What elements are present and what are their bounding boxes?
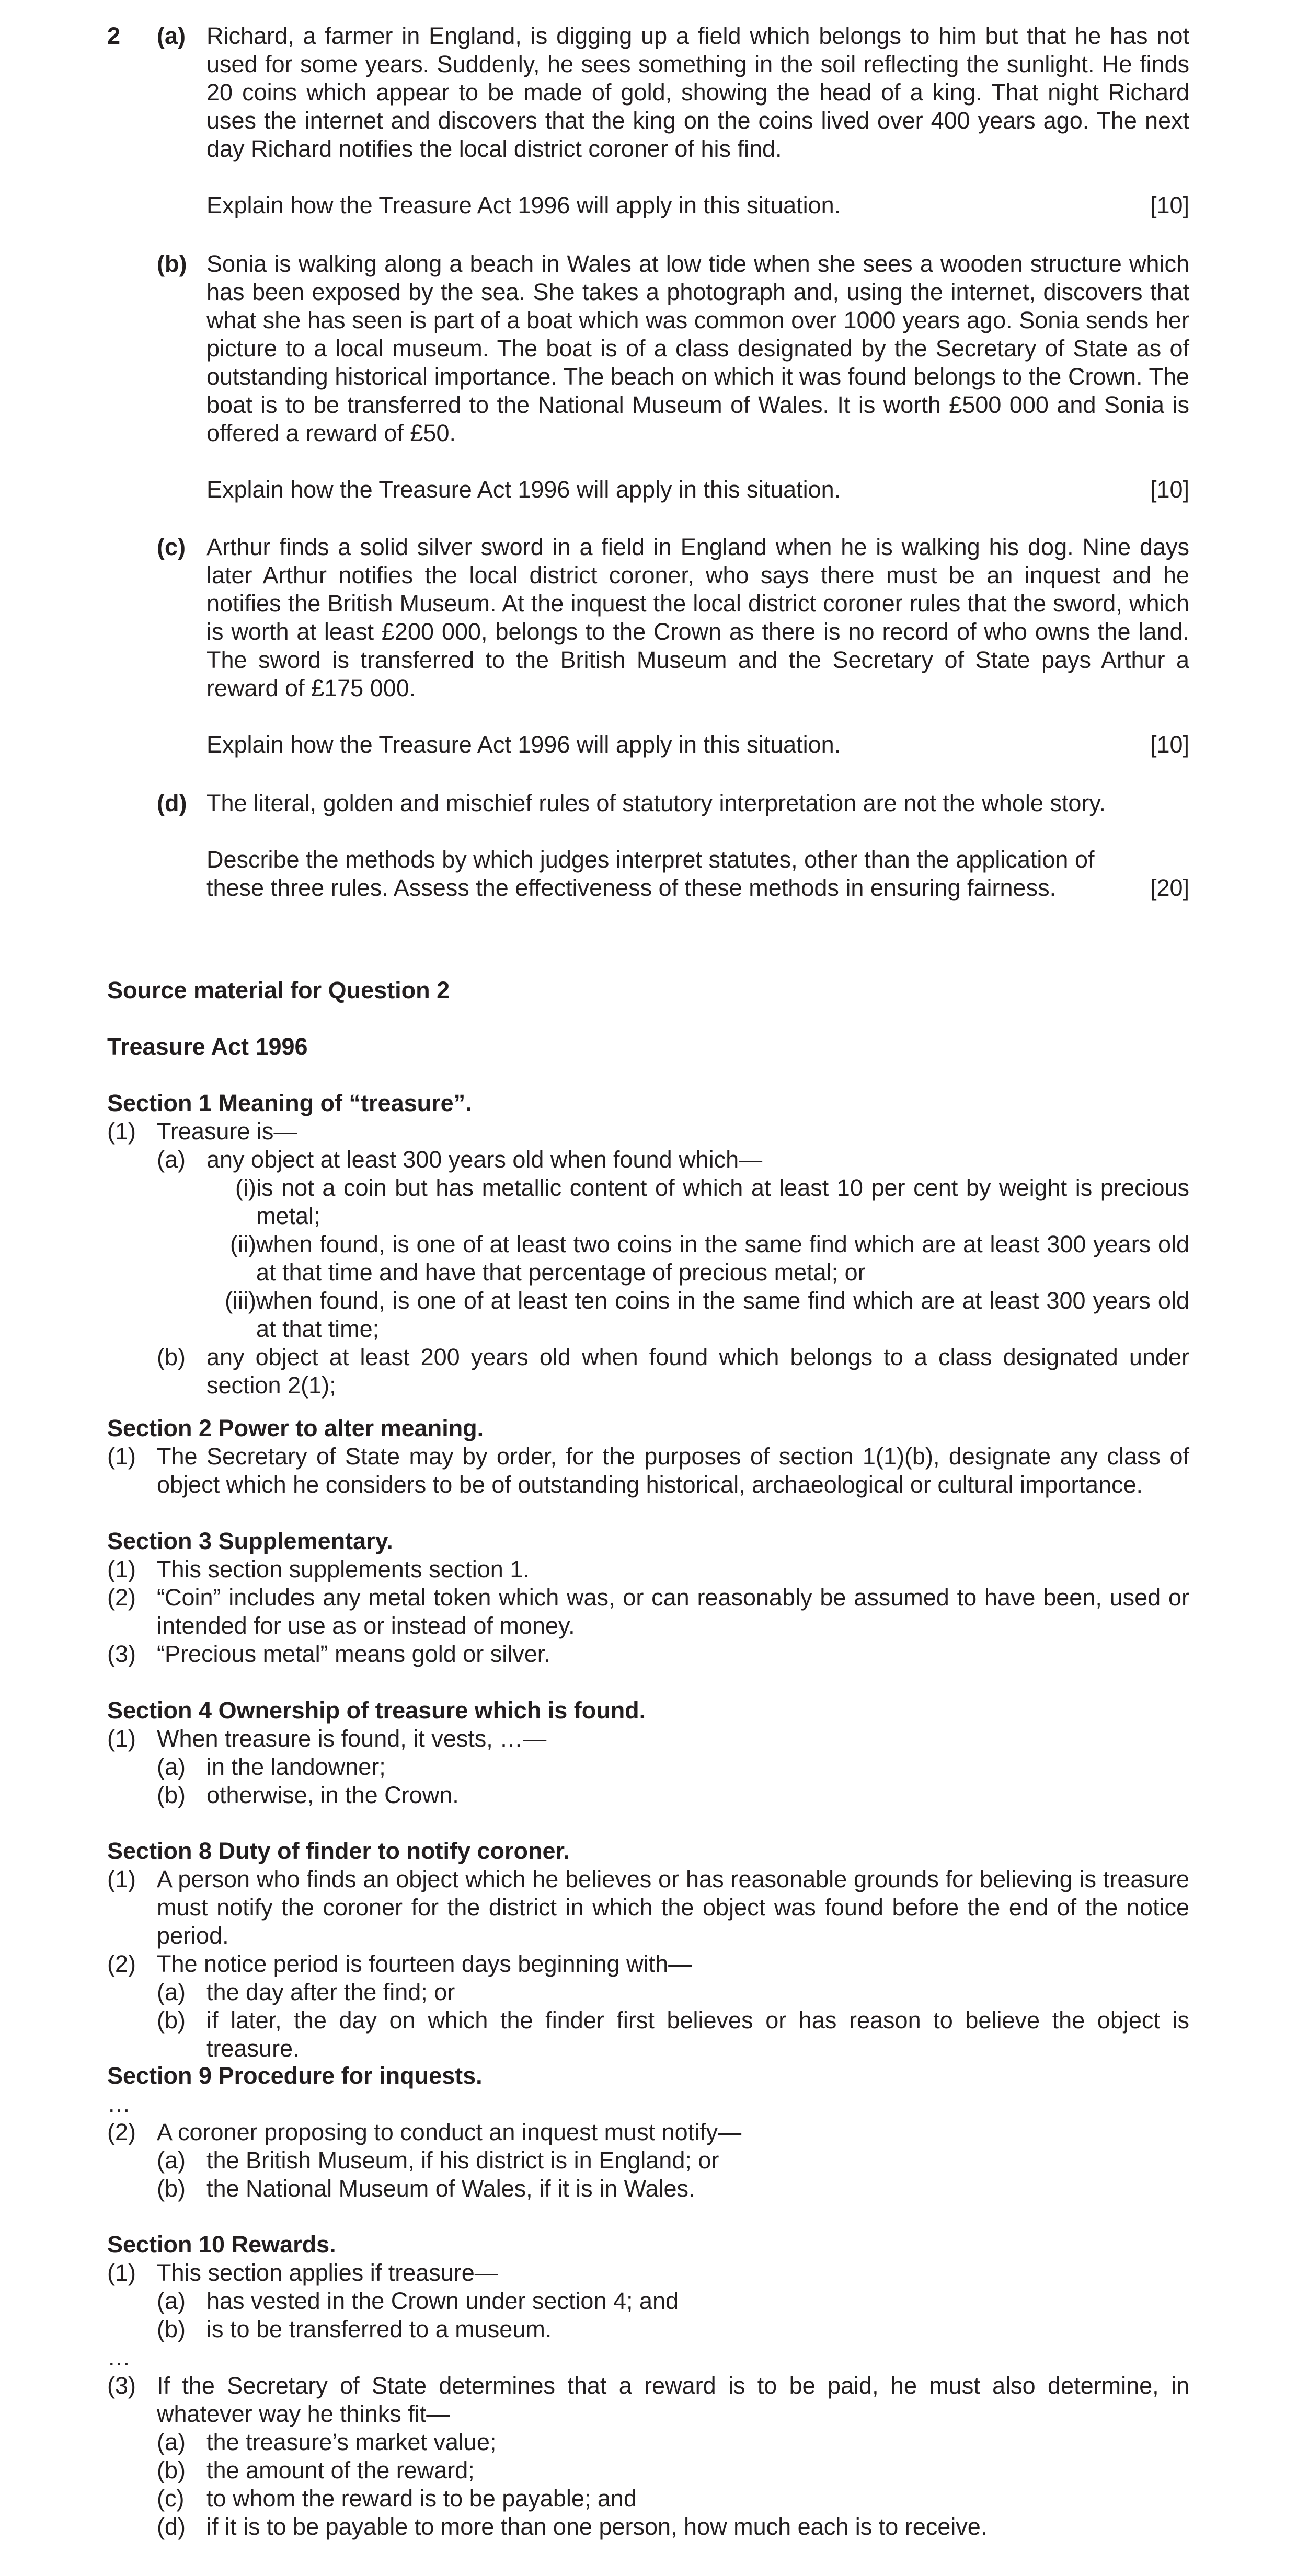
- clause-text: The Secretary of State may by order, for the purposes of section 1(1)(b), designate any class of object which he considers to be of outstanding historical, archaeological or cultural importance.: [157, 1443, 1189, 1498]
- part-text: Richard, a farmer in England, is digging up a field which belongs to him but that he has not used for some years. Suddenly, he sees something in the soil reflecting the sunlight. He finds 20 coins which appear to be made of gold, showing the head of a king. That night Richard uses the internet and discovers that the king on the coins lived over 400 years ago. The next day Richard notifies the local district coroner of his find.: [206, 22, 1189, 162]
- clause-text: “Precious metal” means gold or silver.: [157, 1641, 550, 1667]
- clause: [107, 1950, 1189, 1978]
- clause-text: any object at least 200 years old when found which belongs to a class designated under section 2(1);: [206, 1344, 1189, 1399]
- clause-text: in the landowner;: [206, 1753, 386, 1780]
- section-title: Section 1 Meaning of “treasure”.: [107, 1090, 472, 1116]
- section-title: Section 10 Rewards.: [107, 2231, 336, 2258]
- clause-text: The notice period is fourteen days beginning with—: [157, 1950, 692, 1977]
- part-label: (b): [157, 250, 187, 277]
- clause-number: (a): [157, 2288, 186, 2314]
- marks-label: [10]: [1150, 476, 1189, 503]
- clause-number: (1): [107, 1725, 136, 1752]
- instruction-text: Describe the methods by which judges interpret statutes, other than the application of these three rules. Assess the effectiveness of these methods in ensuring fairness.: [206, 846, 1095, 901]
- clause-number: (b): [157, 2457, 186, 2483]
- clause-number: (i): [235, 1174, 256, 1201]
- clause-text: any object at least 300 years old when found which—: [206, 1146, 763, 1173]
- part-instruction: [206, 731, 1189, 759]
- question-part-c: [157, 533, 1202, 759]
- clause: [107, 1555, 1189, 1584]
- clause-text: when found, is one of at least ten coins in the same find which are at least 300 years old at that time;: [256, 1287, 1189, 1342]
- clause: [107, 1343, 1189, 1400]
- part-instruction: [206, 476, 1189, 504]
- clause-text: to whom the reward is to be payable; and: [206, 2485, 637, 2512]
- clause: [107, 2372, 1189, 2428]
- clause-text: the amount of the reward;: [206, 2457, 475, 2483]
- clause-number: (b): [157, 1344, 186, 1370]
- act-section-9: [107, 2062, 1189, 2203]
- clause-number: (2): [107, 2119, 136, 2145]
- clause-number: (2): [107, 1584, 136, 1611]
- clause-number: (ii): [230, 1231, 256, 1257]
- clause-text: This section supplements section 1.: [157, 1556, 530, 1582]
- clause-text: …: [107, 2090, 131, 2117]
- section-title: Section 2 Power to alter meaning.: [107, 1415, 484, 1441]
- clause-number: (b): [157, 2007, 186, 2034]
- clause-number: (1): [107, 1118, 136, 1145]
- clause: [107, 1442, 1189, 1499]
- clause-text: Treasure is—: [157, 1118, 297, 1145]
- clause-text: the British Museum, if his district is in England; or: [206, 2147, 719, 2174]
- clause-number: (iii): [225, 1287, 256, 1314]
- section-title: Section 8 Duty of finder to notify coroner.: [107, 1838, 570, 1864]
- marks-label: [20]: [1150, 874, 1189, 901]
- question-part-d: [157, 789, 1202, 902]
- clause-number: (1): [107, 1866, 136, 1892]
- part-text: The literal, golden and mischief rules of statutory interpretation are not the whole story.: [206, 790, 1106, 816]
- clause: [107, 2315, 1189, 2343]
- clause: [107, 2146, 1189, 2175]
- clause-number: (a): [157, 2147, 186, 2174]
- clause-text: If the Secretary of State determines that a reward is to be paid, he must also determine, in whatever way he thinks fit—: [157, 2372, 1189, 2427]
- clause-number: (3): [107, 1641, 136, 1667]
- clause-number: (1): [107, 2259, 136, 2286]
- clause: [107, 2259, 1189, 2287]
- clause-number: (2): [107, 1950, 136, 1977]
- clause: [107, 1753, 1189, 1781]
- act-section-8: [107, 1837, 1189, 2063]
- clause: [107, 1287, 1189, 1343]
- clause: [107, 2287, 1189, 2315]
- clause-text: when found, is one of at least two coins in the same find which are at least 300 years old at that time and have that percentage of precious metal; or: [256, 1231, 1189, 1286]
- clause-number: (1): [107, 1443, 136, 1470]
- clause-text: …: [107, 2344, 131, 2371]
- instruction-text: Explain how the Treasure Act 1996 will apply in this situation.: [206, 476, 841, 503]
- part-label: (c): [157, 534, 186, 560]
- omission-ellipsis: [107, 2343, 1189, 2372]
- clause: [107, 1117, 1189, 1146]
- act-section-2: [107, 1414, 1189, 1499]
- clause-number: (b): [157, 2316, 186, 2342]
- act-section-4: [107, 1696, 1189, 1809]
- clause-number: (3): [107, 2372, 136, 2399]
- clause-text: “Coin” includes any metal token which was, or can reasonably be assumed to have been, used or intended for use as or instead of money.: [157, 1584, 1189, 1639]
- question-part-b: [157, 250, 1202, 504]
- clause-number: (a): [157, 2429, 186, 2455]
- clause: [107, 1978, 1189, 2006]
- clause-number: (d): [157, 2513, 186, 2540]
- clause-number: (a): [157, 1753, 186, 1780]
- clause-text: When treasure is found, it vests, …—: [157, 1725, 547, 1752]
- clause: [107, 2456, 1189, 2485]
- clause: [107, 1230, 1189, 1287]
- instruction-text: Explain how the Treasure Act 1996 will apply in this situation.: [206, 731, 841, 758]
- clause-text: otherwise, in the Crown.: [206, 1782, 459, 1808]
- clause: [107, 2428, 1189, 2456]
- part-instruction: [206, 191, 1189, 220]
- question-number: 2: [107, 22, 121, 49]
- clause-text: is to be transferred to a museum.: [206, 2316, 552, 2342]
- clause: [107, 1865, 1189, 1950]
- clause-text: A person who finds an object which he believes or has reasonable grounds for believing is treasure must notify the coroner for the district in which the object was found before the end of the notice period.: [157, 1866, 1189, 1949]
- act-title: Treasure Act 1996: [107, 1033, 308, 1060]
- section-title: Section 3 Supplementary.: [107, 1528, 393, 1554]
- clause-text: is not a coin but has metallic content of which at least 10 per cent by weight is precious metal;: [256, 1174, 1189, 1229]
- part-label: (d): [157, 790, 187, 816]
- clause: [107, 2175, 1189, 2203]
- omission-ellipsis: [107, 2090, 1189, 2118]
- part-label: (a): [157, 22, 186, 49]
- part-text: Arthur finds a solid silver sword in a field in England when he is walking his dog. Nine days later Arthur notifies the local district coroner, who says there must be an inquest and he notifies the British Museum. At the inquest the local district coroner rules that the sword, which is worth at least £200 000, belongs to the Crown as there is no record of who owns the land. The sword is transferred to the British Museum and the Secretary of State pays Arthur a reward of £175 000.: [206, 534, 1189, 701]
- clause: [107, 1725, 1189, 1753]
- clause-text: A coroner proposing to conduct an inquest must notify—: [157, 2119, 742, 2145]
- part-instruction: [206, 846, 1189, 902]
- clause-number: (a): [157, 1979, 186, 2005]
- clause: [107, 1584, 1189, 1640]
- clause-number: (b): [157, 2175, 186, 2202]
- marks-label: [10]: [1150, 192, 1189, 218]
- clause-text: if it is to be payable to more than one person, how much each is to receive.: [206, 2513, 988, 2540]
- part-text: Sonia is walking along a beach in Wales at low tide when she sees a wooden structure which has been exposed by the sea. She takes a photograph and, using the internet, discovers that what she has seen is part of a boat which was common over 1000 years ago. Sonia sends her picture to a local museum. The boat is of a class designated by the Secretary of State as of outstanding historical importance. The beach on which it was found belongs to the Crown. The boat is to be transferred to the National Museum of Wales. It is worth £500 000 and Sonia is offered a reward of £50.: [206, 250, 1189, 446]
- act-section-10: [107, 2231, 1189, 2541]
- marks-label: [10]: [1150, 731, 1189, 758]
- instruction-text: Explain how the Treasure Act 1996 will apply in this situation.: [206, 192, 841, 218]
- act-section-1: [107, 1089, 1189, 1400]
- clause-number: (c): [157, 2485, 185, 2512]
- clause: [107, 2485, 1189, 2513]
- clause: [107, 1781, 1189, 1809]
- clause-number: (1): [107, 1556, 136, 1582]
- source-heading: Source material for Question 2: [107, 977, 450, 1003]
- section-title: Section 4 Ownership of treasure which is found.: [107, 1697, 646, 1724]
- clause-text: This section applies if treasure—: [157, 2259, 498, 2286]
- act-section-3: [107, 1527, 1189, 1668]
- clause-number: (a): [157, 1146, 186, 1173]
- clause: [107, 1174, 1189, 1230]
- clause-text: the National Museum of Wales, if it is in Wales.: [206, 2175, 695, 2202]
- clause-text: if later, the day on which the finder first believes or has reason to believe the object is treasure.: [206, 2007, 1189, 2062]
- question-part-a: [157, 22, 1202, 220]
- clause: [107, 2513, 1189, 2541]
- clause: [107, 2006, 1189, 2063]
- clause: [107, 1640, 1189, 1668]
- section-title: Section 9 Procedure for inquests.: [107, 2062, 483, 2089]
- clause-text: the day after the find; or: [206, 1979, 455, 2005]
- clause: [107, 1146, 1189, 1174]
- clause-text: has vested in the Crown under section 4; and: [206, 2288, 679, 2314]
- clause-text: the treasure’s market value;: [206, 2429, 497, 2455]
- clause: [107, 2118, 1189, 2146]
- clause-number: (b): [157, 1782, 186, 1808]
